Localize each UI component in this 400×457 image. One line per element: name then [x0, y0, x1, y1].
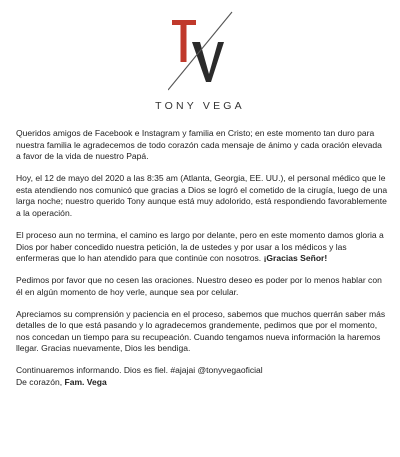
signature-line [16, 377, 388, 389]
paragraph-surgery-update: Hoy, el 12 de mayo del 2020 a las 8:35 am (Atlanta, Georgia, EE. UU.), el personal médico que le esta atendiendo nos comunicó que gracias a Dios se logró el cometido de la cirugía, luego de una larga noche; nuestro querido Tony aunque está muy adolorido, está respondiendo favorablemente a la operación. [16, 173, 388, 218]
paragraph-greeting: Queridos amigos de Facebook e Instagram y familia en Cristo; en este momento tan duro para nuestra familia le agradecemos de todo corazón cada mensaje de ánimo y cada oración elevada a favor de la vida de nuestro Papá. [16, 128, 382, 162]
monogram-t-stem [181, 20, 187, 62]
paragraph-gratitude-text: El proceso aun no termina, el camino es largo por delante, pero en este momento damos gloria a Dios por haber concedido nuestra petición, la de ustedes y por usar a los médicos y las enfermeras que lo han atendido para que continúe con nosotros. [16, 229, 384, 264]
paragraph-gratitude [16, 230, 388, 265]
closing-prefix: De corazón, [16, 377, 65, 388]
letter-body [16, 128, 388, 399]
signoff [16, 365, 388, 388]
signature: Fam. Vega [64, 377, 107, 388]
closing-line: Continuaremos informando. Dios es fiel. #ajajai @tonyvegaoficial [16, 365, 263, 376]
gratitude-emphasis: ¡Gracias Señor! [263, 253, 328, 264]
paragraph-prayer-request: Pedimos por favor que no cesen las oraciones. Nuestro deseo es poder por lo menos hablar con él en algún momento de hoy verle, aunque sea por celular. [16, 275, 382, 297]
brand-name: TONY VEGA [155, 100, 245, 112]
paragraph-appreciation: Apreciamos su comprensión y paciencia en el proceso, sabemos que muchos querrán saber más detalles de lo que está pasando y lo agradecemos grandemente, pedimos que por el momento, nos concedan un tiempo para su recupeación. Cuando tengamos nueva información la haremos llegar. Gracias nuevamente, Dios les bendiga. [16, 308, 386, 354]
tony-vega-monogram-logo [168, 10, 234, 92]
logo-header [0, 0, 400, 118]
monogram-v [192, 42, 224, 82]
